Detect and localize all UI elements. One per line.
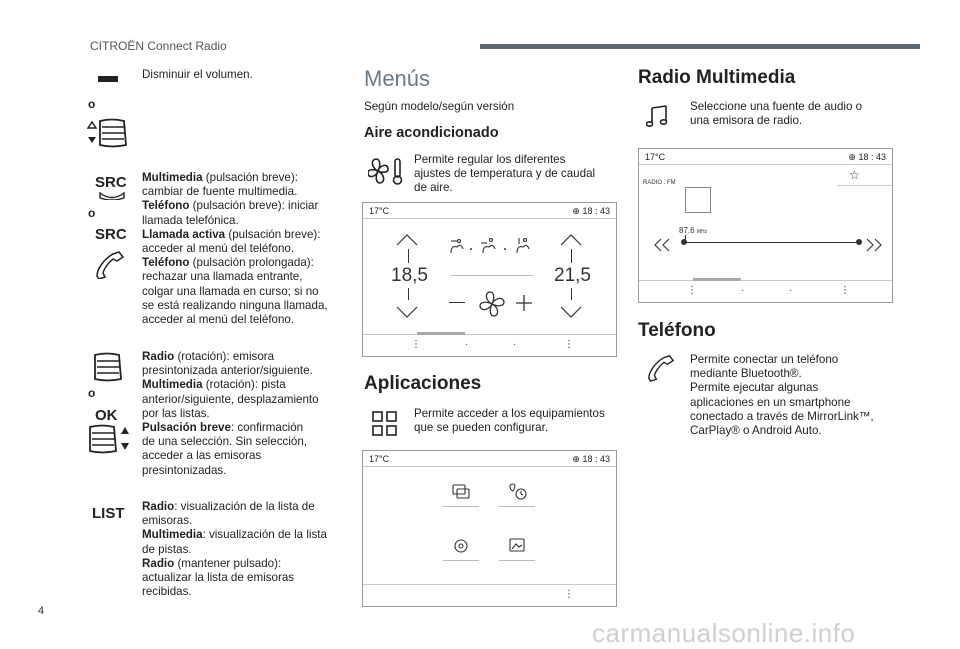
station-artwork	[685, 187, 711, 213]
apps-grid-icon	[372, 411, 398, 437]
desc-line: Permite ejecutar algunas	[690, 381, 819, 395]
ok-label: OK	[95, 407, 118, 424]
screen-status-bar	[363, 203, 616, 219]
left-temp: 18,5	[391, 265, 428, 286]
desc-line: ajustes de temperatura y de caudal	[414, 167, 596, 181]
music-note-icon	[646, 104, 672, 128]
right-temp-down-icon[interactable]	[559, 305, 583, 319]
ok-description	[142, 350, 342, 478]
air-description	[414, 153, 595, 196]
favorite-divider	[837, 185, 892, 186]
desc-line: acceder al menú del teléfono.	[142, 313, 295, 327]
footer-dot-icon-2[interactable]: ·	[513, 339, 517, 350]
tuner-start-dot	[681, 239, 687, 245]
apps-screen	[362, 450, 617, 607]
desc-line: Multimedia (rotación): pista	[142, 378, 286, 392]
desc-line: de una selección. Sin selección,	[142, 435, 307, 449]
src-label-2: SRC	[95, 226, 127, 243]
fan-icon	[477, 289, 507, 319]
menus-subtitle: Según modelo/según versión	[364, 100, 515, 113]
radio-title: Radio Multimedia	[638, 67, 796, 88]
apps-description	[414, 407, 605, 435]
desc-line: acceder al menú del teléfono.	[142, 242, 295, 256]
watermark: carmanualsonline.info	[592, 618, 856, 648]
desc-line: presintonizada anterior/siguiente.	[142, 364, 313, 378]
desc-line: Teléfono (pulsación breve): iniciar	[142, 199, 319, 213]
desc-line: aplicaciones en un smartphone	[690, 395, 851, 409]
desc-line: de pistas.	[142, 542, 192, 556]
desc-line: Teléfono (pulsación prolongada):	[142, 256, 314, 270]
radio-screen	[638, 148, 893, 303]
desc-line: Permite acceder a los equipamientos	[414, 407, 605, 420]
screen-time-2: ⊕ 18 : 43	[572, 454, 610, 464]
desc-line: actualizar la lista de emisoras	[142, 571, 295, 585]
app-tile-chat[interactable]	[443, 481, 479, 507]
footer-dot-icon-3[interactable]: ·	[741, 285, 745, 296]
left-temp-down-icon[interactable]	[395, 305, 419, 319]
desc-line: por las listas.	[142, 406, 210, 420]
phone-description	[690, 353, 874, 438]
src-label: SRC	[95, 174, 127, 191]
header-bar	[480, 44, 920, 49]
screen-time-3: ⊕ 18 : 43	[848, 152, 886, 162]
desc-line: CarPlay® o Android Auto.	[690, 424, 822, 438]
desc-line: conectado a través de MirrorLink™,	[690, 409, 874, 423]
screen-footer-3	[639, 280, 892, 302]
right-temp: 21,5	[554, 265, 591, 286]
screen-temp: 17°C	[369, 206, 390, 216]
air-title: Aire acondicionado	[364, 125, 499, 141]
fan-minus-icon[interactable]	[449, 302, 465, 303]
app-tile-settings[interactable]	[443, 535, 479, 561]
desc-line: emisoras.	[142, 514, 193, 528]
footer-menu-icon-4[interactable]: ⋮	[687, 285, 697, 296]
screen-temp-3: 17°C	[645, 152, 666, 162]
desc-line: Seleccione una fuente de audio o	[690, 100, 863, 113]
phone-icon	[646, 354, 676, 382]
airflow-divider	[451, 275, 533, 276]
desc-line: de aire.	[414, 181, 453, 195]
desc-line: Radio: visualización de la lista de	[142, 500, 315, 513]
desc-line: Llamada activa (pulsación breve):	[142, 227, 321, 241]
seek-forward-icon[interactable]	[863, 237, 889, 253]
desc-line: mediante Bluetooth®.	[690, 367, 802, 381]
left-temp-divider-2	[408, 288, 409, 300]
desc-line: Permite regular los diferentes	[414, 153, 566, 166]
desc-line: acceder a las emisoras	[142, 449, 262, 463]
src-button-icon	[98, 192, 126, 200]
climate-fan-icon	[368, 156, 406, 186]
left-temp-divider	[408, 249, 409, 263]
screen-footer	[363, 334, 616, 356]
desc-line: Multimedia: visualización de la lista	[142, 528, 327, 542]
desc-line: presintonizadas.	[142, 463, 227, 477]
desc-line: cambiar de fuente multimedia.	[142, 185, 298, 199]
footer-dot-icon[interactable]: ·	[465, 339, 469, 350]
phone-handset-icon	[94, 251, 126, 279]
apps-title: Aplicaciones	[364, 373, 482, 394]
tuner-scale[interactable]	[683, 242, 861, 243]
footer-dot-icon-4[interactable]: ·	[789, 285, 793, 296]
seek-back-icon[interactable]	[651, 237, 677, 253]
screen-status-bar-2	[363, 451, 616, 467]
radio-band: RADIO . FM	[643, 180, 676, 186]
climate-screen	[362, 202, 617, 357]
scroll-wheel-icon-2	[87, 352, 127, 382]
radio-frequency: 87.6 MHz	[679, 226, 708, 235]
right-temp-divider	[571, 249, 572, 263]
desc-line: Pulsación breve: confirmación	[142, 421, 304, 435]
page-number: 4	[38, 605, 45, 617]
app-tile-fan-clock[interactable]	[499, 481, 535, 507]
scroll-wheel-arrows-icon	[86, 424, 134, 454]
desc-line: una emisora de radio.	[690, 114, 803, 128]
desc-line: Radio (rotación): emisora	[142, 350, 275, 363]
desc-line: anterior/siguiente, desplazamiento	[142, 392, 319, 406]
tuner-end-dot	[856, 239, 862, 245]
desc-line: recibidas.	[142, 585, 192, 599]
src-description	[142, 171, 342, 327]
or-label-2: o	[88, 206, 96, 220]
desc-line: Radio (mantener pulsado):	[142, 556, 282, 570]
airflow-modes-icon[interactable]	[447, 235, 539, 259]
or-label: o	[88, 97, 96, 111]
or-label-3: o	[88, 386, 96, 400]
desc-line: Multimedia (pulsación breve):	[142, 171, 298, 184]
screen-time: ⊕ 18 : 43	[572, 206, 610, 216]
footer-menu-icon[interactable]: ⋮	[411, 339, 421, 350]
list-label: LIST	[92, 505, 125, 522]
desc-line: se está realizando ninguna llamada,	[142, 298, 328, 312]
active-tab-indicator	[417, 332, 465, 335]
vol-down-text: Disminuir el volumen.	[142, 68, 253, 81]
fan-plus-icon[interactable]	[515, 294, 533, 312]
screen-temp-2: 17°C	[369, 454, 390, 464]
desc-line: rechazar una llamada entrante,	[142, 270, 303, 284]
desc-line: colgar una llamada en curso; si no	[142, 284, 319, 298]
list-description	[142, 500, 342, 599]
favorite-star-icon[interactable]: ☆	[849, 168, 860, 182]
desc-line: llamada telefónica.	[142, 213, 239, 227]
screen-footer-2	[363, 584, 616, 606]
footer-menu-icon-5[interactable]: ⋮	[840, 285, 850, 296]
right-temp-up-icon[interactable]	[559, 233, 583, 247]
right-temp-divider-2	[571, 288, 572, 300]
app-tile-gallery[interactable]	[499, 535, 535, 561]
phone-title: Teléfono	[638, 320, 716, 341]
menus-title: Menús	[364, 66, 431, 91]
header-title: CITROËN Connect Radio	[90, 39, 227, 53]
footer-menu-icon-2[interactable]: ⋮	[564, 339, 574, 350]
active-tab-indicator-2	[693, 278, 741, 281]
scroll-wheel-icon	[84, 118, 130, 148]
screen-status-bar-3	[639, 149, 892, 165]
radio-description	[690, 100, 862, 128]
minus-icon	[98, 76, 118, 82]
desc-line: Permite conectar un teléfono	[690, 353, 839, 366]
left-temp-up-icon[interactable]	[395, 233, 419, 247]
footer-menu-icon-3[interactable]: ⋮	[564, 589, 574, 600]
desc-line: que se pueden configurar.	[414, 421, 549, 435]
